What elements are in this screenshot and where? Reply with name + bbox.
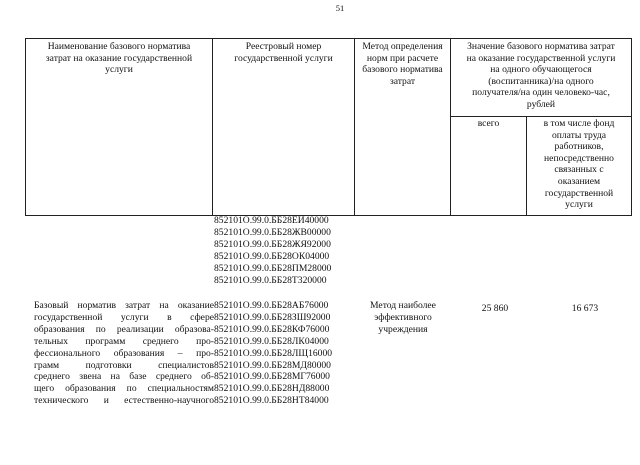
header-method: Метод определения норм при расчете базового норматива затрат bbox=[362, 41, 443, 87]
method-cell: Метод наиболее эффективного учреждения bbox=[370, 300, 436, 335]
registry-code: 852101О.99.0.ББ28ЖЯ92000 bbox=[214, 238, 331, 250]
registry-code: 852101О.99.0.ББ28НТ84000 bbox=[214, 395, 329, 407]
registry-code: 852101О.99.0.ББ28АБ76000 bbox=[214, 300, 329, 311]
service-description: Базовый норматив затрат на оказание государственной услуги в сфере образования по реализации образова- тельных программ среднего про- фессионального образования – про- грамм подготовки специалистов среднего звена на базе среднего об- щего образования по специальностям технического и естественно-научного bbox=[34, 300, 214, 407]
registry-code: 852101О.99.0.ББ28МД80000 bbox=[214, 359, 331, 371]
registry-code-list-2 bbox=[214, 300, 332, 407]
row-divider bbox=[450, 116, 631, 117]
registry-code: 852101О.99.0.ББ28НД88000 bbox=[214, 383, 330, 395]
registry-code: 852101О.99.0.ББ28Т320000 bbox=[214, 274, 327, 286]
header-service-name: Наименование базового норматива затрат на оказание государственной услуги bbox=[45, 41, 193, 76]
table-header bbox=[25, 38, 632, 216]
registry-code: 852101О.99.0.ББ28КФ76000 bbox=[214, 323, 330, 335]
wage-fund-value: 16 673 bbox=[571, 303, 599, 314]
registry-code: 852101О.99.0.ББ28ПМ28000 bbox=[214, 262, 332, 274]
registry-code: 852101О.99.0.ББ28ЗШ92000 bbox=[214, 311, 331, 323]
header-total: всего bbox=[477, 118, 500, 129]
registry-code: 852101О.99.0.ББ28ЛЩ16000 bbox=[214, 347, 333, 359]
header-registry-number: Реестровый номер государственной услуги bbox=[234, 41, 333, 64]
page-number: 51 bbox=[335, 3, 345, 13]
header-value: Значение базового норматива затрат на оказание государственной услуги на одного обучающегося (воспитанника)/на одного получателя/на один человеко-час, рублей bbox=[466, 41, 616, 110]
column-divider bbox=[212, 39, 213, 215]
registry-code: 852101О.99.0.ББ28ЕИ40000 bbox=[214, 215, 329, 226]
registry-code: 852101О.99.0.ББ28ЛК04000 bbox=[214, 335, 329, 347]
registry-code: 852101О.99.0.ББ28ЖВ00000 bbox=[214, 226, 331, 238]
registry-code: 852101О.99.0.ББ28МГ76000 bbox=[214, 371, 330, 383]
registry-code: 852101О.99.0.ББ28ОК04000 bbox=[214, 250, 330, 262]
total-value: 25 860 bbox=[481, 303, 509, 314]
header-wage-fund: в том числе фонд оплаты труда работников, непосредственно связанных с оказанием государственной услуги bbox=[543, 118, 615, 211]
registry-code-list-1 bbox=[214, 215, 331, 286]
